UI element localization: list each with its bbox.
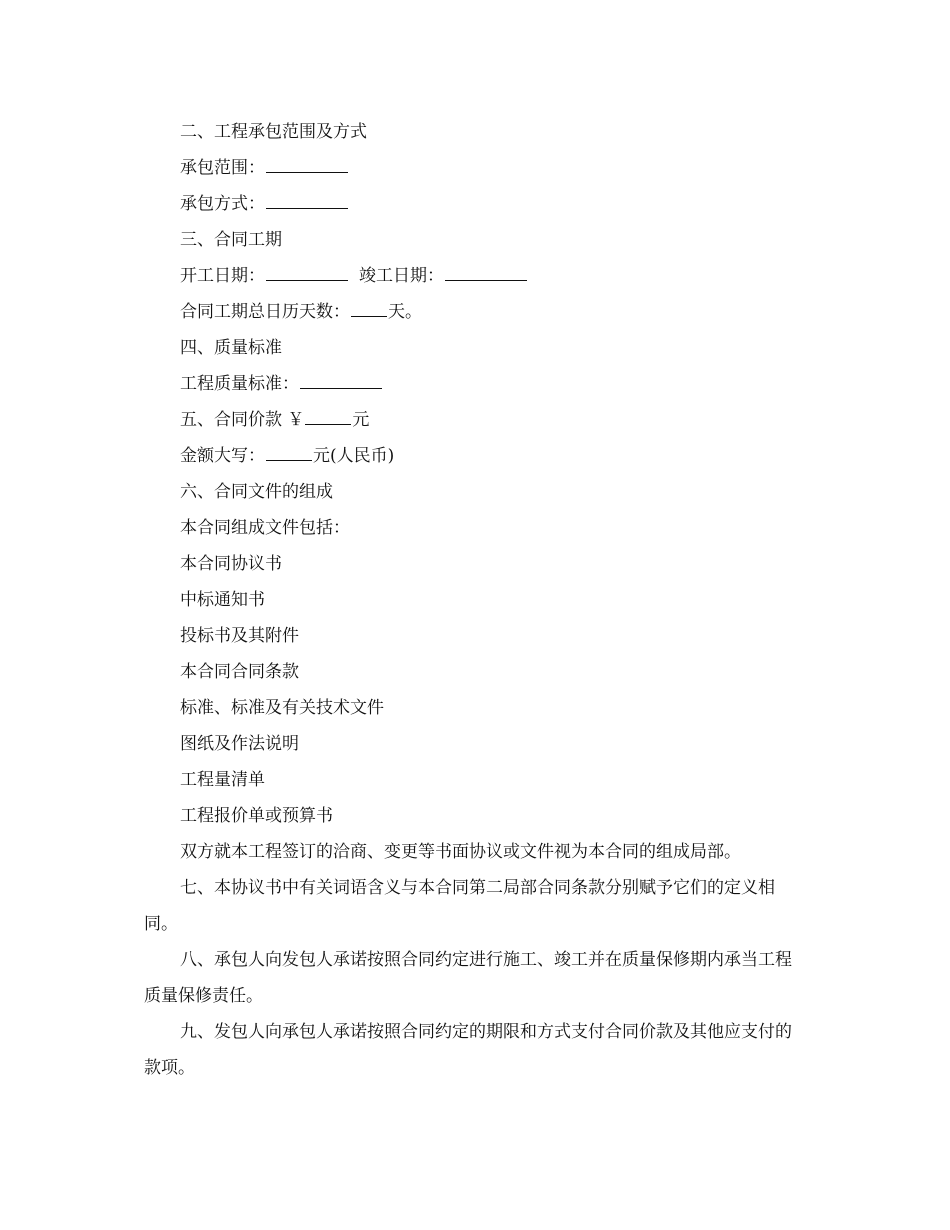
docs-intro xyxy=(144,510,804,546)
docs-intro-text: 本合同组成文件包括： xyxy=(180,518,350,538)
price-unit: 元 xyxy=(352,410,370,430)
method-label: 承包方式： xyxy=(180,194,265,214)
doc-item-text: 投标书及其附件 xyxy=(180,626,299,646)
doc-item xyxy=(144,618,804,654)
method-line xyxy=(144,186,804,222)
quality-label: 工程质量标准： xyxy=(180,374,299,394)
scope-label: 承包范围： xyxy=(180,158,265,178)
doc-item xyxy=(144,762,804,798)
amount-label: 金额大写： xyxy=(180,446,265,466)
doc-item xyxy=(144,690,804,726)
section-heading-3 xyxy=(144,222,804,258)
heading-text: 四、质量标准 xyxy=(180,338,282,358)
days-unit: 天。 xyxy=(388,302,422,322)
docs-note: 双方就本工程签订的洽商、变更等书面协议或文件视为本合同的组成局部。 xyxy=(180,842,741,862)
section-heading-2 xyxy=(144,114,804,150)
doc-item-text: 中标通知书 xyxy=(180,590,265,610)
doc-item-text: 工程量清单 xyxy=(180,770,265,790)
doc-item xyxy=(144,654,804,690)
doc-item-text: 图纸及作法说明 xyxy=(180,734,299,754)
section-heading-5 xyxy=(144,402,804,438)
doc-item-text: 本合同协议书 xyxy=(180,554,282,574)
doc-item-text: 本合同合同条款 xyxy=(180,662,299,682)
clause-9: 九、发包人向承包人承诺按照合同约定的期限和方式支付合同价款及其他应支付的款项。 xyxy=(144,1022,792,1078)
amount-blank xyxy=(266,459,312,461)
start-date-label: 开工日期： xyxy=(180,266,265,286)
price-label: 五、合同价款 ￥ xyxy=(180,410,305,430)
clause-8: 八、承包人向发包人承诺按照合同约定进行施工、竣工并在质量保修期内承当工程质量保修责任。 xyxy=(144,950,792,1006)
scope-line xyxy=(144,150,804,186)
days-line xyxy=(144,294,804,330)
start-date-blank xyxy=(266,279,348,281)
heading-text: 二、工程承包范围及方式 xyxy=(180,122,367,142)
heading-text: 六、合同文件的组成 xyxy=(180,482,333,502)
end-date-blank xyxy=(445,279,527,281)
section-heading-4 xyxy=(144,330,804,366)
section-heading-6 xyxy=(144,474,804,510)
end-date-label: 竣工日期： xyxy=(359,266,444,286)
clause-7: 七、本协议书中有关词语含义与本合同第二局部合同条款分别赋予它们的定义相同。 xyxy=(144,878,775,934)
heading-text: 三、合同工期 xyxy=(180,230,282,250)
doc-item xyxy=(144,546,804,582)
amount-line xyxy=(144,438,804,474)
days-label: 合同工期总日历天数： xyxy=(180,302,350,322)
method-blank xyxy=(266,207,348,209)
dates-line xyxy=(144,258,804,294)
quality-line xyxy=(144,366,804,402)
days-blank xyxy=(351,315,387,317)
document-body xyxy=(144,114,804,1086)
doc-item xyxy=(144,726,804,762)
doc-item xyxy=(144,798,804,834)
price-blank xyxy=(305,423,351,425)
doc-item-text: 标准、标准及有关技术文件 xyxy=(180,698,384,718)
amount-unit: 元(人民币) xyxy=(313,446,395,466)
quality-blank xyxy=(300,387,382,389)
doc-item xyxy=(144,582,804,618)
doc-item-text: 工程报价单或预算书 xyxy=(180,806,333,826)
scope-blank xyxy=(266,171,348,173)
